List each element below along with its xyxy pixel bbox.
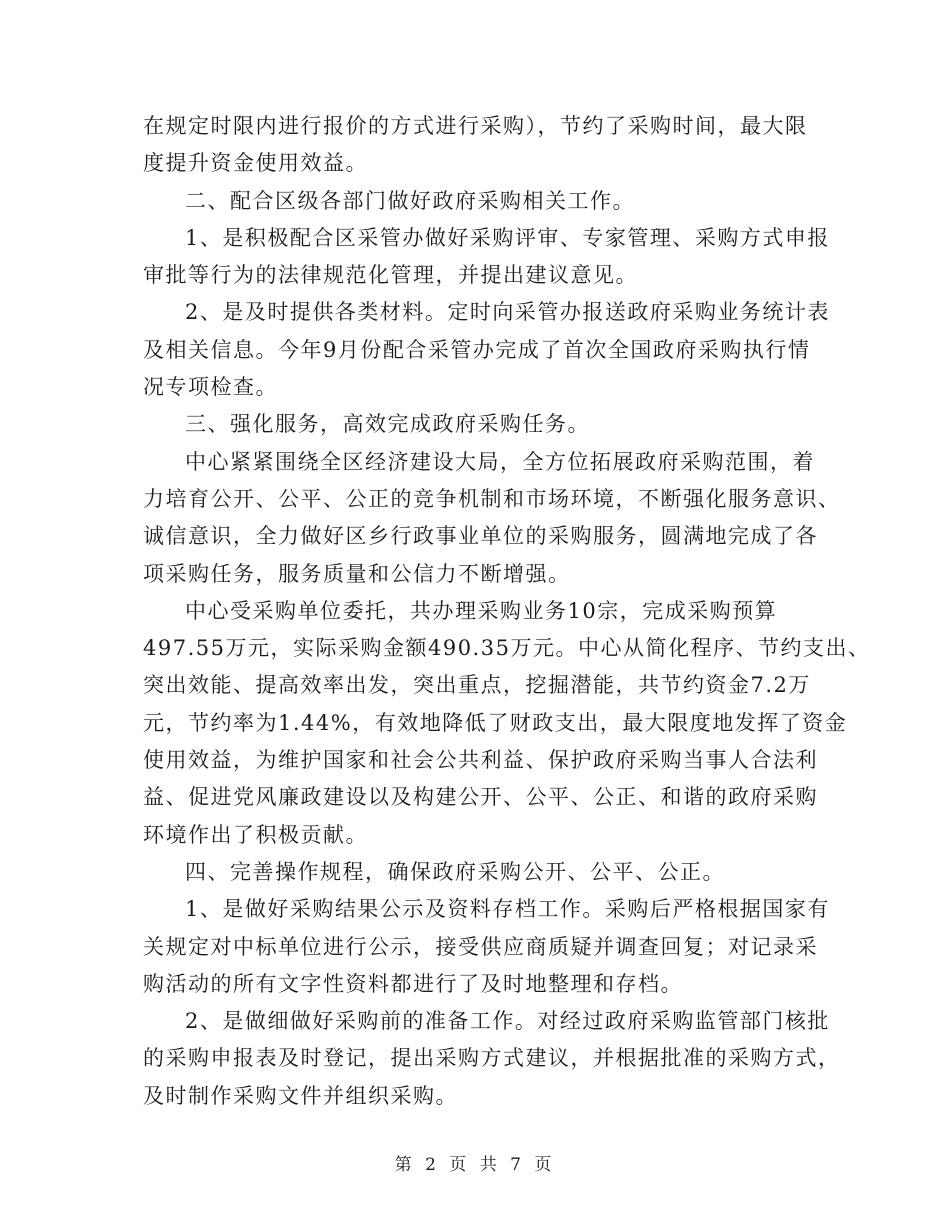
- document-line: 中心受采购单位委托，共办理采购业务10宗，完成采购预算: [185, 598, 778, 623]
- document-line: 力培育公开、公平、公正的竞争机制和市场环境，不断强化服务意识、: [143, 486, 841, 511]
- document-line: 使用效益，为维护国家和社会公共利益、保护政府采购当事人合法利: [143, 748, 818, 773]
- document-line: 审批等行为的法律规范化管理，并提出建议意见。: [143, 263, 638, 288]
- document-line: 的采购申报表及时登记，提出采购方式建议，并根据批准的采购方式，: [143, 1046, 841, 1071]
- document-line: 2、是做细做好采购前的准备工作。对经过政府采购监管部门核批: [185, 1009, 830, 1034]
- document-line: 1、是做好采购结果公示及资料存档工作。采购后严格根据国家有: [185, 897, 830, 922]
- document-line: 497.55万元，实际采购金额490.35万元。中心从简化程序、节约支出、: [143, 636, 871, 661]
- document-body: [143, 108, 871, 1115]
- document-line: 在规定时限内进行报价的方式进行采购），节约了采购时间，最大限: [143, 114, 808, 138]
- document-line: 关规定对中标单位进行公示，接受供应商质疑并调查回复；对记录采: [143, 934, 818, 959]
- document-line: 环境作出了积极贡献。: [143, 822, 368, 847]
- document-line: 元，节约率为1.44%，有效地降低了财政支出，最大限度地发挥了资金: [143, 710, 848, 735]
- document-line: 突出效能、提高效率出发，突出重点，挖掘潜能，共节约资金7.2万: [143, 673, 811, 698]
- document-line: 中心紧紧围绕全区经济建设大局，全方位拓展政府采购范围，着: [185, 449, 815, 474]
- document-line: 2、是及时提供各类材料。定时向采管办报送政府采购业务统计表: [185, 300, 830, 325]
- document-line: 项采购任务，服务质量和公信力不断增强。: [143, 561, 571, 586]
- document-line: 二、配合区级各部门做好政府采购相关工作。: [185, 188, 635, 213]
- document-line: 益、促进党风廉政建设以及构建公开、公平、公正、和谐的政府采购: [143, 785, 818, 810]
- document-line: 及时制作采购文件并组织采购。: [143, 1083, 458, 1108]
- document-line: 四、完善操作规程，确保政府采购公开、公平、公正。: [185, 859, 725, 884]
- page-footer: 第 2 页 共 7 页: [394, 1155, 556, 1175]
- document-line: 三、强化服务，高效完成政府采购任务。: [185, 412, 590, 437]
- document-line: 况专项检查。: [143, 375, 278, 400]
- document-line: 度提升资金使用效益。: [143, 151, 368, 176]
- document-line: 诚信意识，全力做好区乡行政事业单位的采购服务，圆满地完成了各: [143, 524, 818, 549]
- document-line: 购活动的所有文字性资料都进行了及时地整理和存档。: [143, 971, 683, 996]
- document-line: 1、是积极配合区采管办做好采购评审、专家管理、采购方式申报: [185, 225, 830, 250]
- document-line: 及相关信息。今年9月份配合采管办完成了首次全国政府采购执行情: [143, 337, 811, 362]
